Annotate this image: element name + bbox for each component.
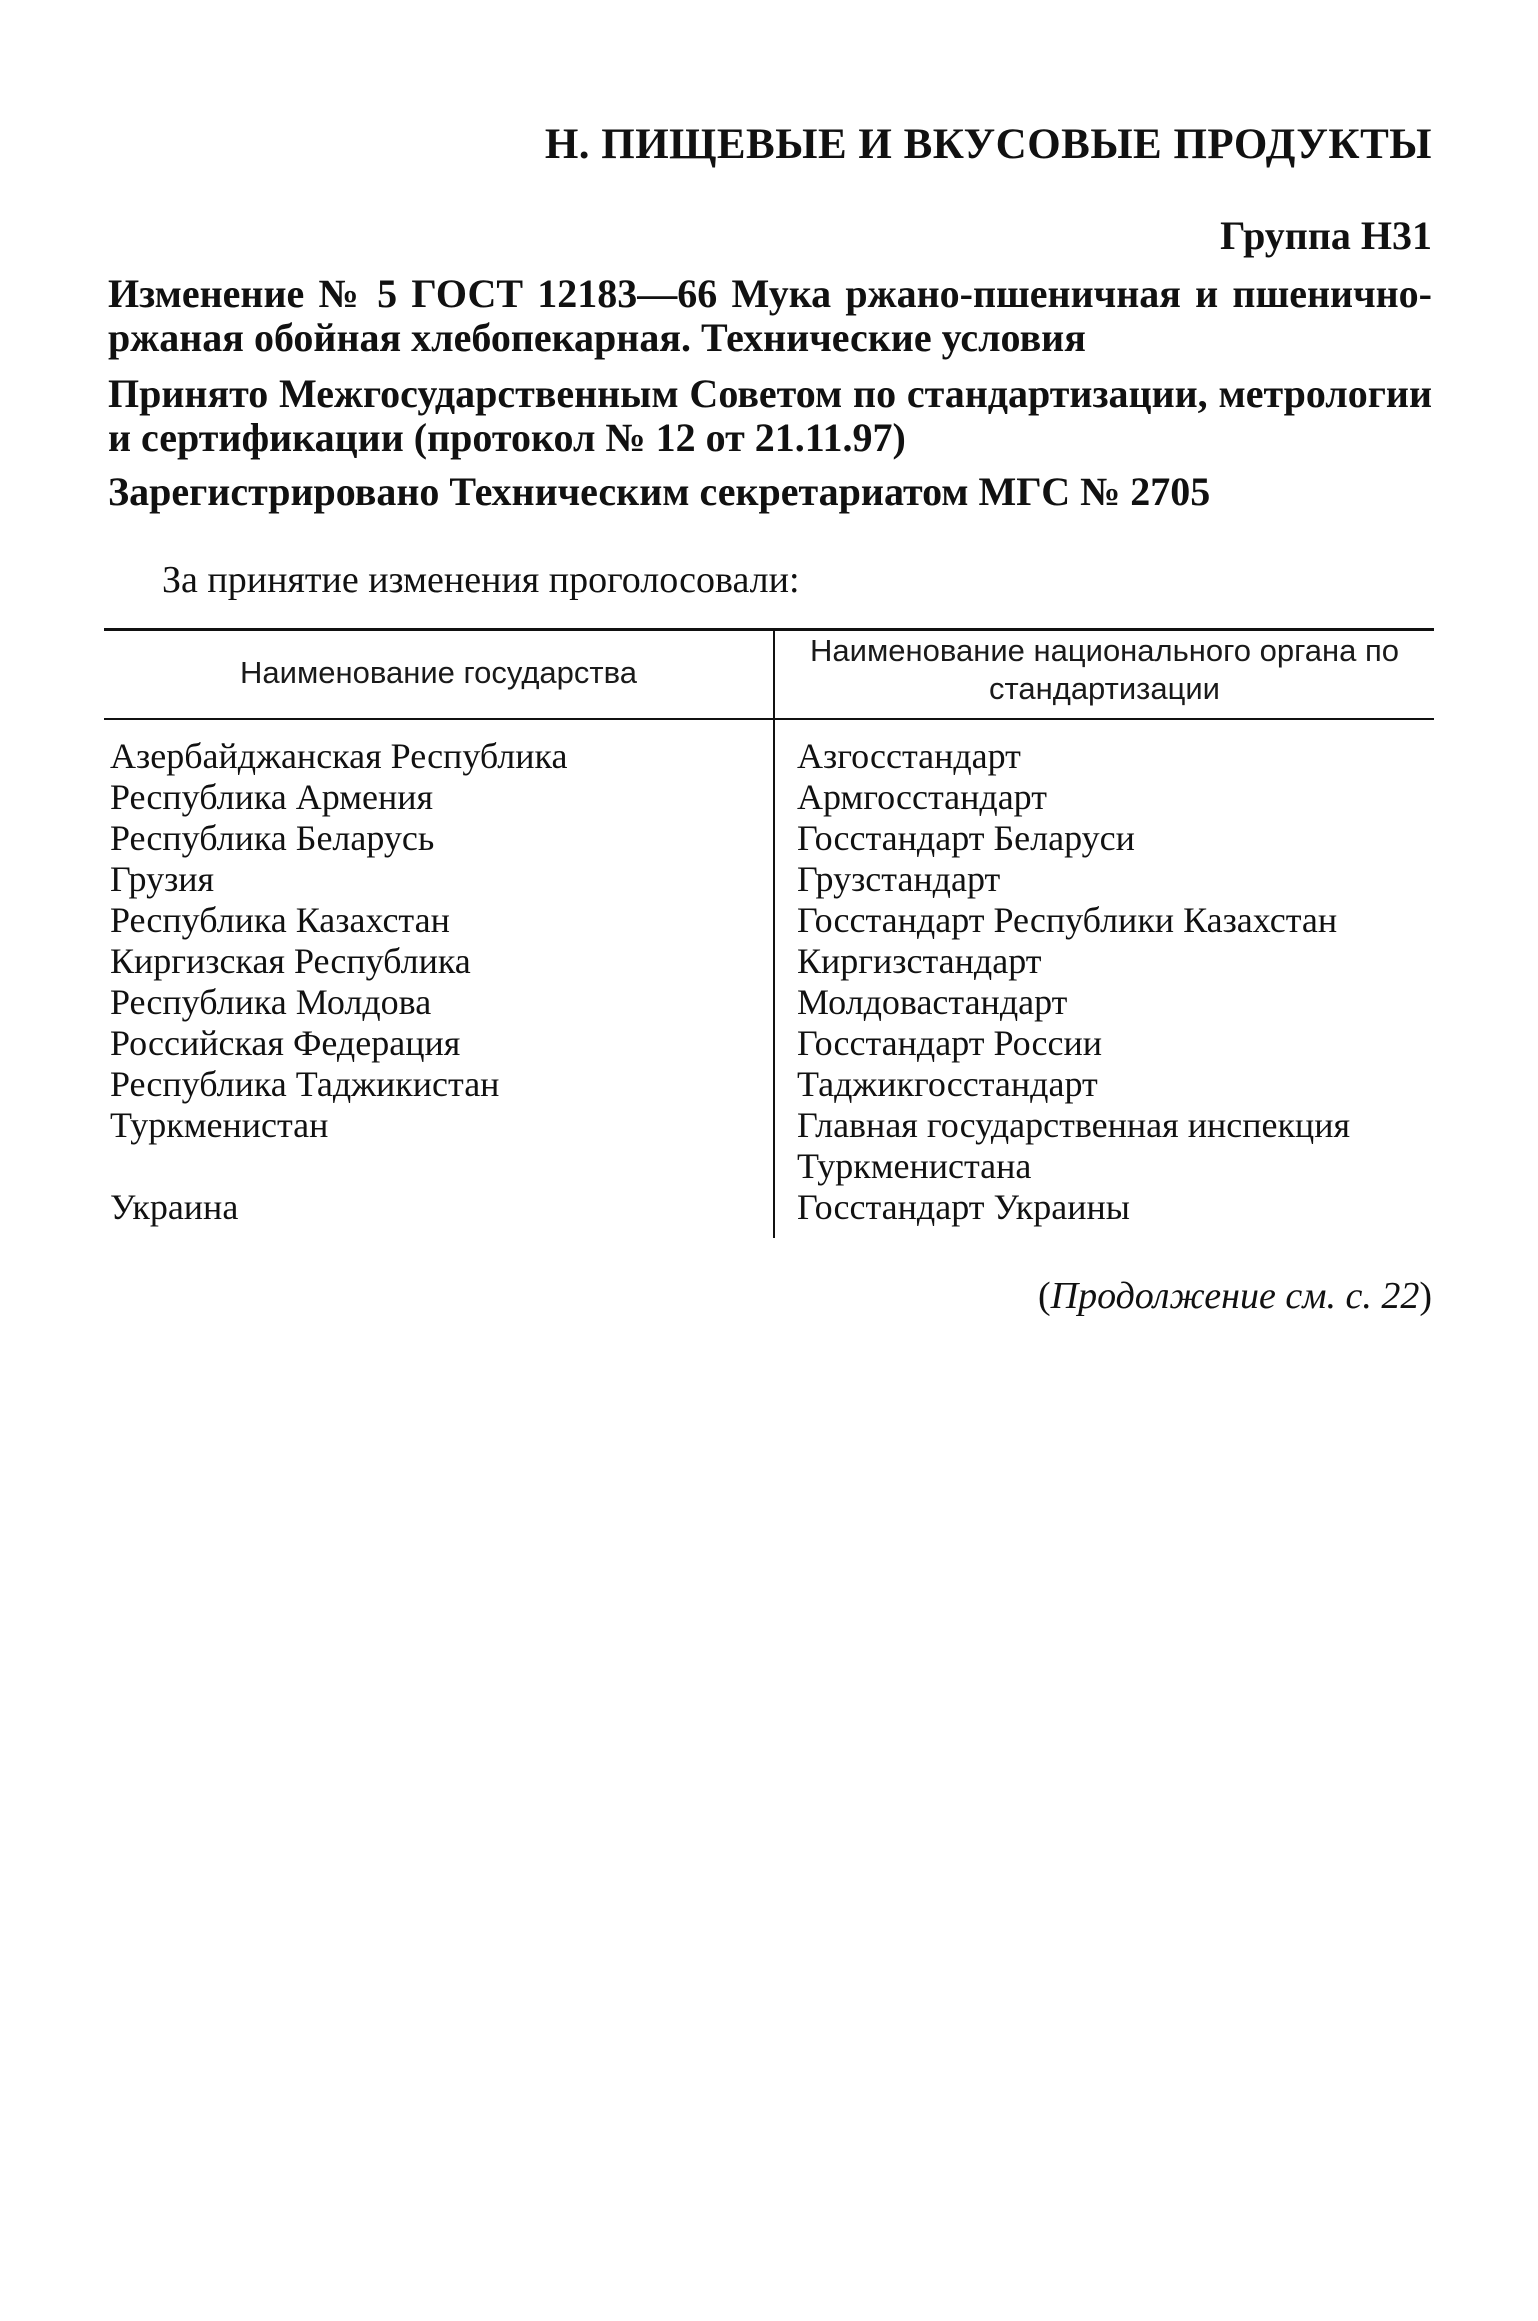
org-name: Госстандарт России bbox=[797, 1023, 1102, 1063]
state-name: Украина bbox=[110, 1187, 239, 1227]
group-code: Группа Н31 bbox=[1220, 213, 1432, 258]
header-state: Наименование государства bbox=[240, 655, 637, 690]
table-row bbox=[0, 777, 1538, 818]
table-body bbox=[0, 736, 1538, 1228]
state-name: Киргизская Республика bbox=[110, 941, 471, 981]
org-name: Госстандарт Украины bbox=[797, 1187, 1130, 1227]
org-name: Молдовастандарт bbox=[797, 982, 1068, 1022]
table-row bbox=[0, 1023, 1538, 1064]
org-name: Госстандарт Беларуси bbox=[797, 818, 1135, 858]
state-name: Республика Беларусь bbox=[110, 818, 435, 858]
state-name: Туркменистан bbox=[110, 1105, 329, 1145]
continuation-open-paren: ( bbox=[1037, 1275, 1051, 1317]
table-row bbox=[0, 818, 1538, 859]
table-row bbox=[0, 1064, 1538, 1105]
table-row bbox=[0, 941, 1538, 982]
table-row bbox=[0, 1187, 1538, 1228]
table-row bbox=[0, 982, 1538, 1023]
header-org: Наименование национального органа по стандартизации bbox=[810, 633, 1399, 706]
org-name: Госстандарт Республики Казахстан bbox=[797, 900, 1338, 940]
accepted-note: Принято Межгосударственным Советом по стандартизации, метрологии и сертификации (протокол № 12 от 21.11.97) bbox=[108, 371, 1432, 460]
state-name: Азербайджанская Республика bbox=[110, 736, 568, 776]
state-name: Республика Таджикистан bbox=[110, 1064, 500, 1104]
table-row bbox=[0, 900, 1538, 941]
table-row bbox=[0, 859, 1538, 900]
change-title: Изменение № 5 ГОСТ 12183—66 Мука ржано-пшеничная и пшенично-ржаная обойная хлебопекарная. Технические условия bbox=[108, 271, 1432, 360]
section-title: Н. ПИЩЕВЫЕ И ВКУСОВЫЕ ПРОДУКТЫ bbox=[544, 121, 1432, 168]
table-top-rule bbox=[104, 628, 1434, 631]
org-name: Грузстандарт bbox=[797, 859, 1001, 899]
org-name: Таджикгосстандарт bbox=[797, 1064, 1098, 1104]
state-name: Республика Молдова bbox=[110, 982, 432, 1022]
continuation-text: Продолжение см. с. 22 bbox=[1050, 1275, 1420, 1317]
org-name: Армгосстандарт bbox=[797, 777, 1047, 817]
org-name: Главная государственная инспекция Туркменистана bbox=[797, 1105, 1351, 1186]
registered-note: Зарегистрировано Техническим секретариатом МГС № 2705 bbox=[108, 469, 1211, 514]
continuation-note bbox=[1038, 1274, 1432, 1318]
state-name: Российская Федерация bbox=[110, 1023, 461, 1063]
org-name: Киргизстандарт bbox=[797, 941, 1042, 981]
table-row bbox=[0, 736, 1538, 777]
org-name: Азгосстандарт bbox=[797, 736, 1021, 776]
state-name: Республика Казахстан bbox=[110, 900, 450, 940]
table-row bbox=[0, 1105, 1538, 1187]
voted-intro: За принятие изменения проголосовали: bbox=[162, 559, 800, 601]
state-name: Грузия bbox=[110, 859, 215, 899]
continuation-close-paren: ) bbox=[1419, 1275, 1432, 1317]
state-name: Республика Армения bbox=[110, 777, 434, 817]
table-header-rule bbox=[104, 718, 1434, 720]
